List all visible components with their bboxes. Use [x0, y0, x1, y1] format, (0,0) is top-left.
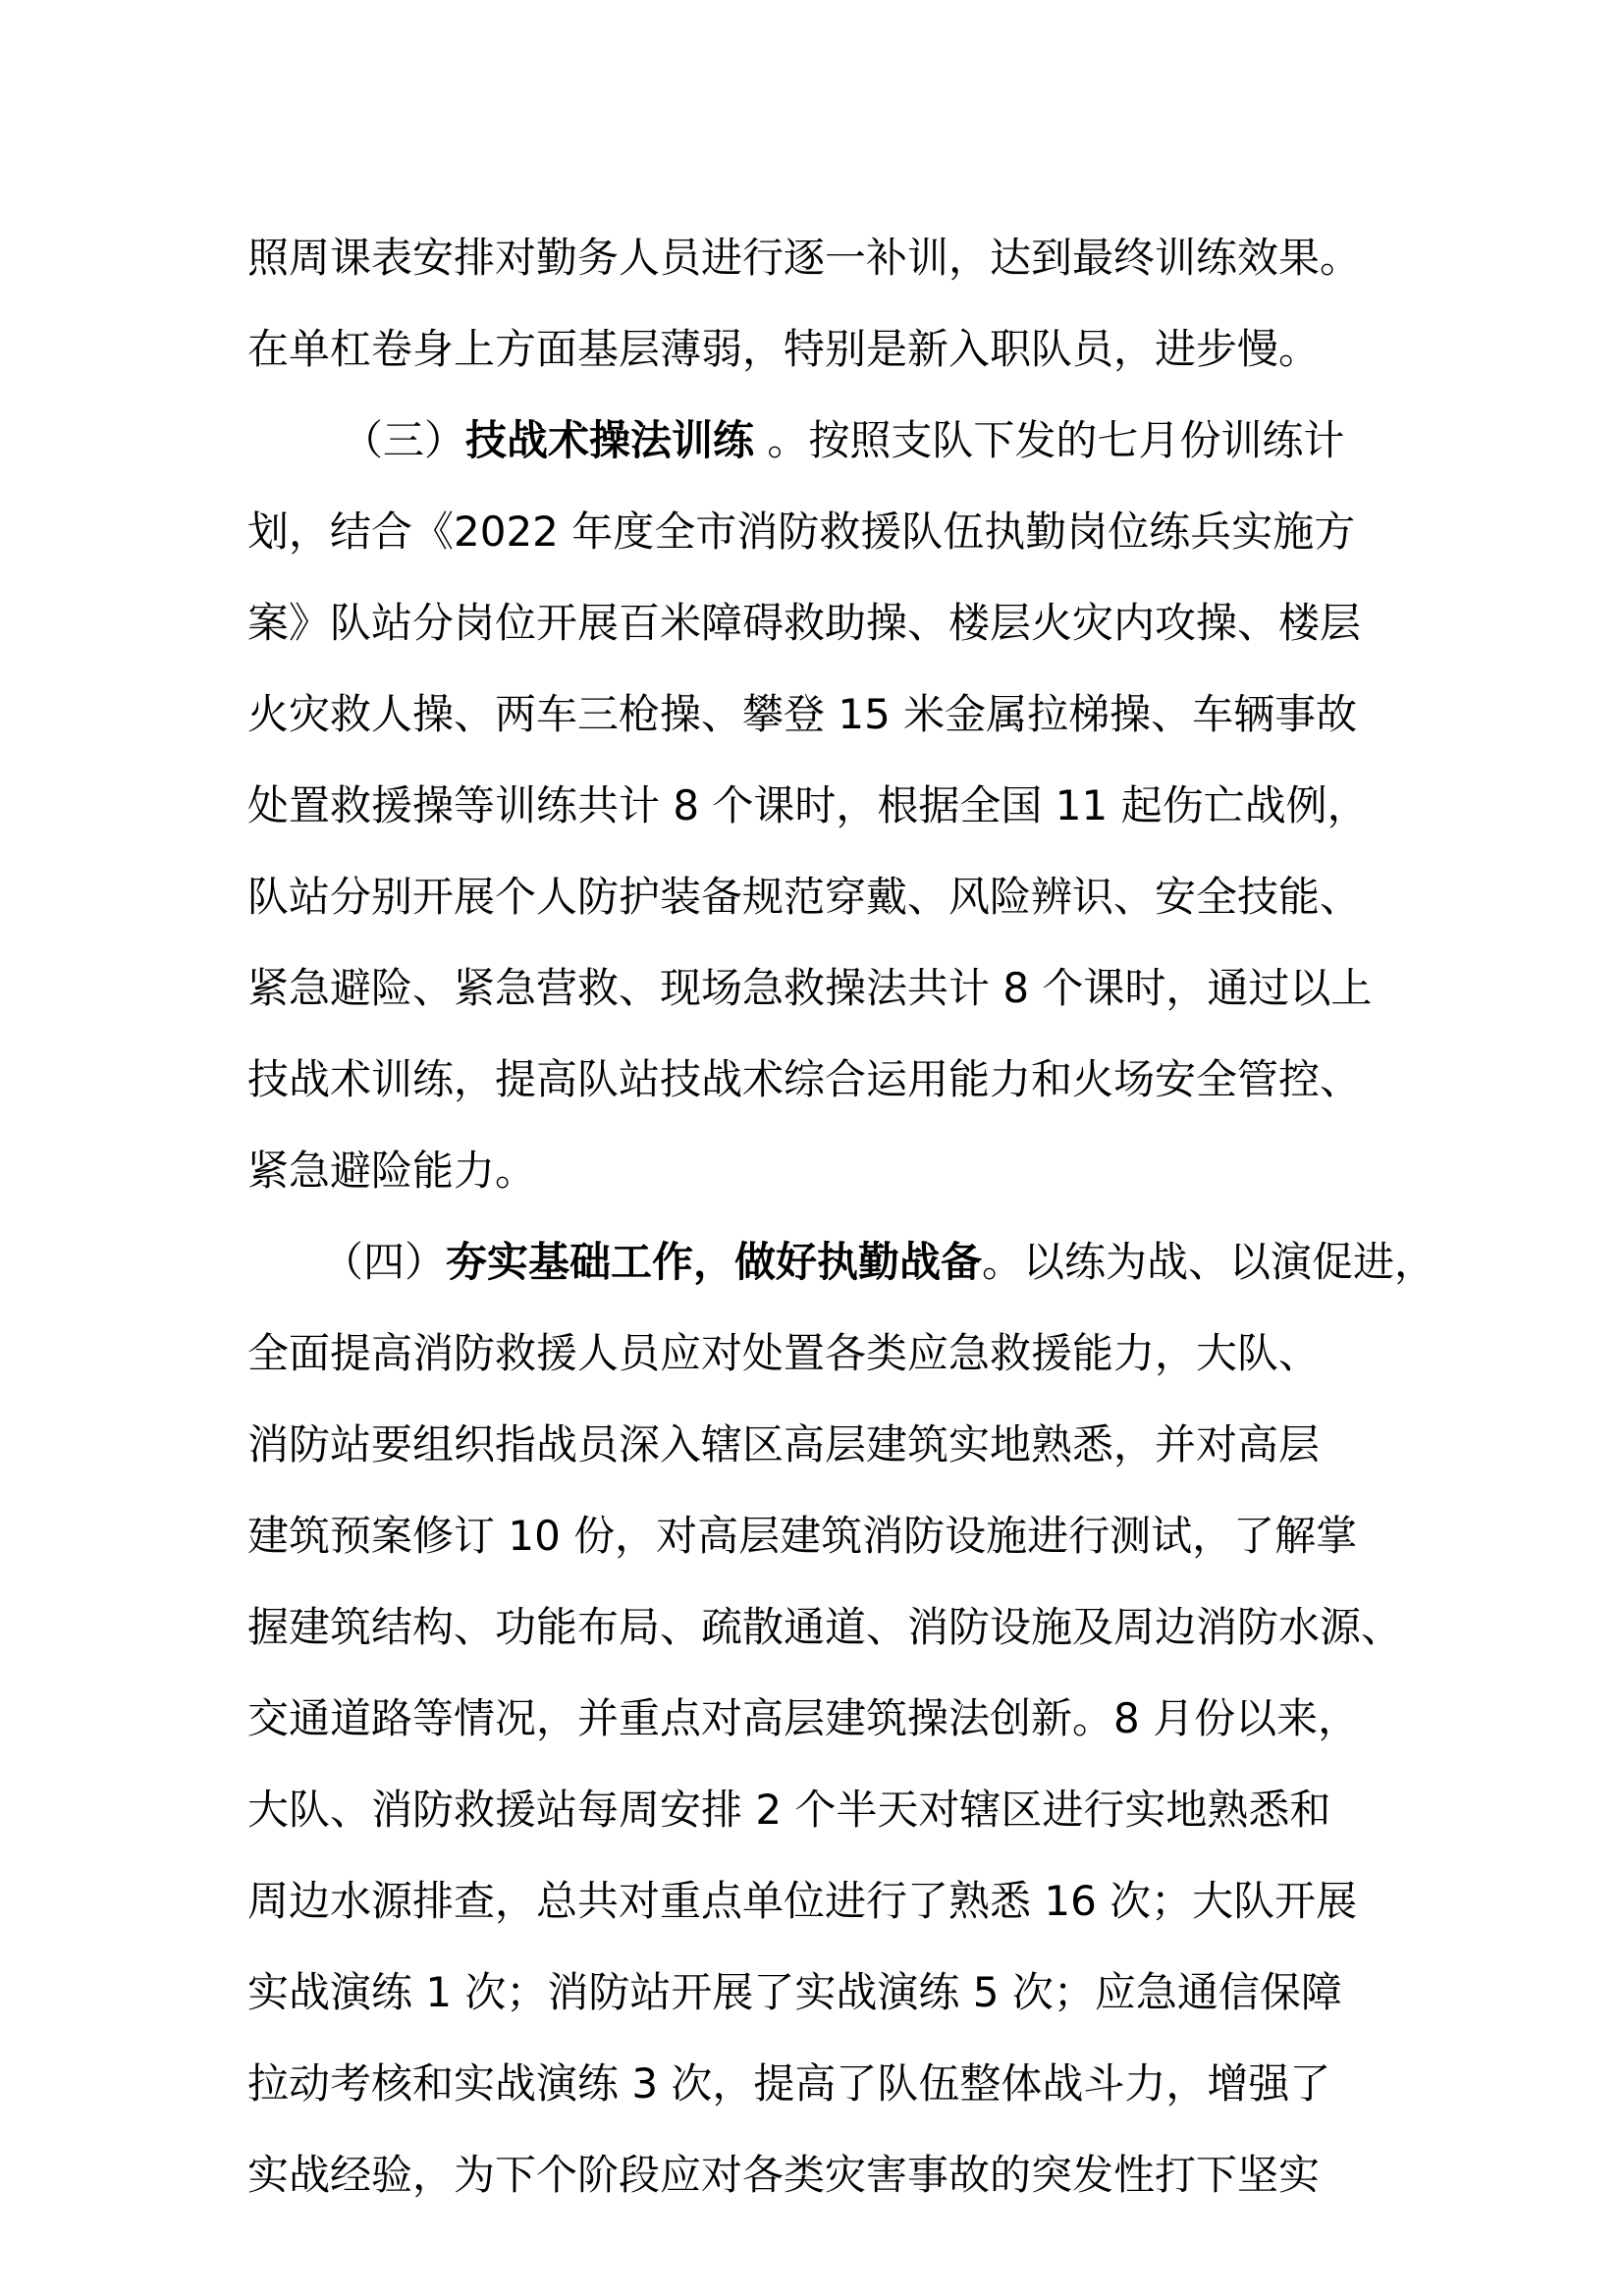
paragraph-line: 拉动考核和实战演练 3 次，提高了队伍整体战斗力，增强了 [247, 2059, 1331, 2108]
paragraph-line: 处置救援操等训练共计 8 个课时，根据全国 11 起伤亡战例， [247, 781, 1369, 829]
paragraph-line: 实战经验，为下个阶段应对各类灾害事故的突发性打下坚实 [247, 2151, 1321, 2199]
paragraph-line: 火灾救人操、两车三枪操、攀登 15 米金属拉梯操、车辆事故 [247, 690, 1358, 738]
paragraph-line: 紧急避险、紧急营救、现场急救操法共计 8 个课时，通过以上 [247, 964, 1373, 1012]
paragraph-line: 握建筑结构、功能布局、疏散通道、消防设施及周边消防水源、 [247, 1603, 1403, 1651]
section-number: （三） [342, 416, 466, 464]
paragraph-line: 消防站要组织指战员深入辖区高层建筑实地熟悉，并对高层 [247, 1420, 1321, 1468]
section-four-heading-line [322, 1233, 1435, 1292]
paragraph-line: 周边水源排查，总共对重点单位进行了熟悉 16 次；大队开展 [247, 1877, 1358, 1925]
paragraph-line: 大队、消防救援站每周安排 2 个半天对辖区进行实地熟悉和 [247, 1786, 1331, 1834]
section-title: 夯实基础工作，做好执勤战备 [446, 1238, 983, 1286]
section-title: 技战术操法训练 [465, 416, 755, 464]
paragraph-line: 划，结合《2022 年度全市消防救援队伍执勤岗位练兵实施方 [247, 507, 1356, 556]
section-text: 。按照支队下发的七月份训练计 [754, 416, 1345, 464]
paragraph-line: 建筑预案修订 10 份，对高层建筑消防设施进行测试，了解掌 [247, 1512, 1358, 1560]
section-text: 。以练为战、以演促进， [982, 1238, 1436, 1286]
paragraph-line: 案》队站分岗位开展百米障碍救助操、楼层火灾内攻操、楼层 [247, 599, 1362, 647]
paragraph-line: 交通道路等情况，并重点对高层建筑操法创新。8 月份以来， [247, 1694, 1360, 1742]
section-three-heading-line [342, 411, 1344, 470]
paragraph-line: 照周课表安排对勤务人员进行逐一补训，达到最终训练效果。 [247, 234, 1362, 282]
paragraph-line: 队站分别开展个人防护装备规范穿戴、风险辨识、安全技能、 [247, 873, 1362, 921]
paragraph-line: 紧急避险能力。 [247, 1147, 537, 1195]
paragraph-line: 技战术训练，提高队站技战术综合运用能力和火场安全管控、 [247, 1055, 1362, 1103]
section-number: （四） [322, 1238, 447, 1286]
paragraph-line: 在单杠卷身上方面基层薄弱，特别是新入职队员，进步慢。 [247, 325, 1321, 373]
paragraph-line: 全面提高消防救援人员应对处置各类应急救援能力，大队、 [247, 1329, 1321, 1377]
paragraph-line: 实战演练 1 次；消防站开展了实战演练 5 次；应急通信保障 [247, 1968, 1342, 2016]
